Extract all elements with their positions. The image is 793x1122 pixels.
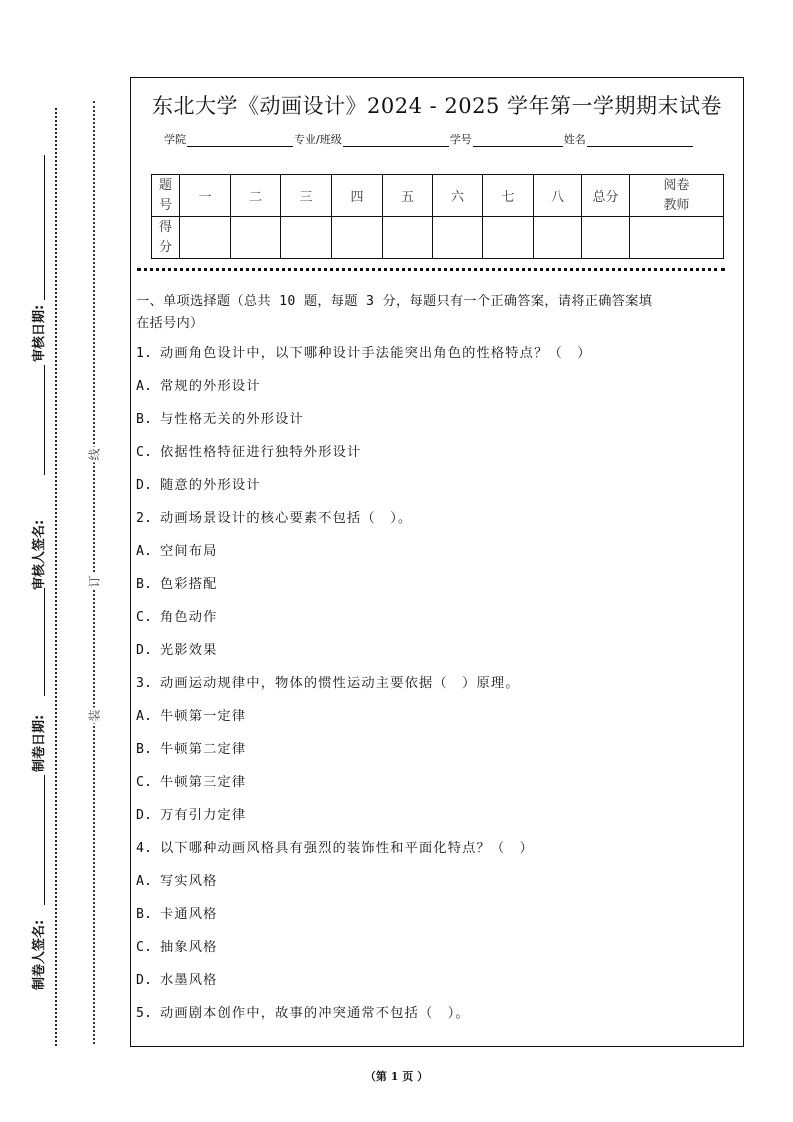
question-4-option-a[interactable]: A. 写实风格 (136, 874, 218, 889)
score-cell-4[interactable] (332, 217, 383, 259)
question-2-option-b[interactable]: B. 色彩搭配 (136, 577, 218, 592)
student-id-label: 学号 (449, 133, 472, 146)
question-3: 3. 动画运动规律中，物体的惯性运动主要依据（ ）原理。 (136, 676, 520, 691)
binding-dotted-line-outer (93, 101, 95, 1044)
grader-cell[interactable] (630, 217, 724, 259)
col-header-4: 四 (332, 175, 383, 217)
student-info-row (164, 131, 694, 147)
col-header-total: 总分 (582, 175, 630, 217)
exam-title: 东北大学《动画设计》2024 - 2025 学年第一学期期末试卷 (151, 94, 722, 118)
exam-page-frame (130, 77, 744, 1047)
review-date-label: 审核日期: (32, 304, 47, 362)
cut-word-ding: 订 (87, 575, 102, 588)
col-header-8: 八 (534, 175, 582, 217)
major-class-field[interactable] (343, 134, 449, 147)
reviewer-signature-line[interactable] (44, 588, 45, 696)
cut-word-xian: 线 (87, 448, 102, 461)
review-date-line-2 (44, 365, 45, 475)
score-table (151, 174, 724, 259)
col-header-3: 三 (281, 175, 332, 217)
question-1-option-d[interactable]: D. 随意的外形设计 (136, 478, 261, 493)
score-cell-7[interactable] (483, 217, 534, 259)
score-row-header: 得 分 (152, 217, 180, 259)
score-cell-total[interactable] (582, 217, 630, 259)
name-label: 姓名 (563, 133, 586, 146)
score-cell-3[interactable] (281, 217, 332, 259)
question-4-option-b[interactable]: B. 卡通风格 (136, 907, 218, 922)
exam-prep-date-line[interactable] (44, 775, 45, 905)
question-2-option-c[interactable]: C. 角色动作 (136, 610, 218, 625)
col-header-2: 二 (231, 175, 281, 217)
grader-header: 阅卷 教师 (630, 175, 724, 217)
score-cell-1[interactable] (180, 217, 231, 259)
student-id-field[interactable] (473, 134, 563, 147)
question-4-option-d[interactable]: D. 水墨风格 (136, 973, 218, 988)
col-header-7: 七 (483, 175, 534, 217)
page-number: （第 1 页 ） (364, 1070, 429, 1083)
question-number-header: 题 号 (152, 175, 180, 217)
binding-dotted-line-inner (55, 108, 57, 1046)
question-3-option-d[interactable]: D. 万有引力定律 (136, 808, 247, 823)
question-1-option-b[interactable]: B. 与性格无关的外形设计 (136, 412, 304, 427)
score-cell-5[interactable] (383, 217, 433, 259)
dotted-separator (137, 268, 725, 271)
exam-preparer-signature-label: 制卷人签名: (32, 919, 47, 990)
col-header-6: 六 (433, 175, 483, 217)
score-cell-6[interactable] (433, 217, 483, 259)
question-2-option-d[interactable]: D. 光影效果 (136, 643, 218, 658)
question-1: 1. 动画角色设计中，以下哪种设计手法能突出角色的性格特点？（ ） (136, 346, 592, 361)
score-table-header-row (152, 175, 724, 217)
score-cell-2[interactable] (231, 217, 281, 259)
question-3-option-c[interactable]: C. 牛顿第三定律 (136, 775, 247, 790)
exam-content (136, 291, 735, 1036)
college-field[interactable] (187, 134, 293, 147)
question-1-option-a[interactable]: A. 常规的外形设计 (136, 379, 261, 394)
reviewer-signature-label: 审核人签名: (32, 519, 47, 590)
major-class-label: 专业/班级 (294, 133, 342, 146)
question-1-option-c[interactable]: C. 依据性格特征进行独特外形设计 (136, 445, 362, 460)
name-field[interactable] (587, 134, 693, 147)
question-3-option-a[interactable]: A. 牛顿第一定律 (136, 709, 247, 724)
score-cell-8[interactable] (534, 217, 582, 259)
question-2: 2. 动画场景设计的核心要素不包括（ ）。 (136, 511, 413, 526)
score-table-score-row (152, 217, 724, 259)
review-date-line[interactable] (44, 155, 45, 300)
cut-word-zhuang: 装 (87, 709, 102, 722)
col-header-1: 一 (180, 175, 231, 217)
question-5: 5. 动画剧本创作中，故事的冲突通常不包括（ ）。 (136, 1006, 470, 1021)
question-4-option-c[interactable]: C. 抽象风格 (136, 940, 218, 955)
college-label: 学院 (164, 133, 186, 146)
question-2-option-a[interactable]: A. 空间布局 (136, 544, 218, 559)
question-3-option-b[interactable]: B. 牛顿第二定律 (136, 742, 247, 757)
question-4: 4. 以下哪种动画风格具有强烈的装饰性和平面化特点？（ ） (136, 841, 535, 856)
exam-prep-date-label: 制卷日期: (32, 714, 47, 772)
col-header-5: 五 (383, 175, 433, 217)
section-heading: 一、单项选择题（总共 10 题，每题 3 分，每题只有一个正确答案，请将正确答案填 在括号内） (136, 294, 653, 331)
